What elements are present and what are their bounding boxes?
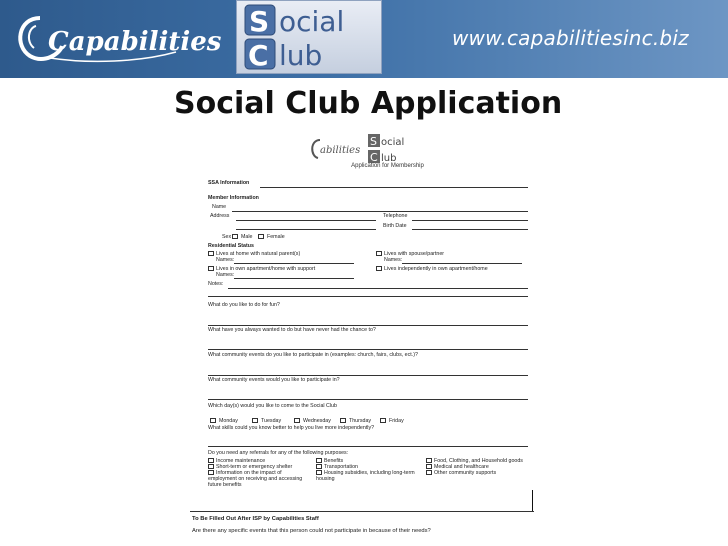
day-monday-label: Monday — [219, 418, 238, 424]
q8-label: Are there any specific events that this person could not participate in because of their needs? — [192, 528, 431, 534]
res-opt4-checkbox[interactable] — [376, 266, 382, 271]
sex-label: Sex — [222, 234, 232, 240]
q1-label: What do you like to do for fun? — [208, 302, 280, 308]
day-tuesday-label: Tuesday — [261, 418, 282, 424]
ref7-checkbox[interactable] — [426, 458, 432, 463]
club-word: lub — [279, 39, 323, 72]
q3-line[interactable] — [208, 375, 528, 376]
names-label-1: Names: — [216, 257, 235, 263]
male-checkbox[interactable] — [232, 234, 238, 239]
svg-text:ocial: ocial — [381, 137, 405, 148]
birth-date-label: Birth Date — [383, 223, 407, 229]
social-club-logo — [236, 0, 382, 74]
svg-text:S: S — [370, 135, 377, 148]
website-url[interactable]: www.capabilitiesinc.biz — [452, 26, 689, 50]
ref1-checkbox[interactable] — [208, 458, 214, 463]
female-label: Female — [267, 234, 285, 240]
day-tuesday-checkbox[interactable] — [252, 418, 258, 423]
q1-line[interactable] — [208, 325, 528, 326]
member-info-label: Member Information — [208, 195, 259, 201]
names-line-1[interactable] — [234, 263, 354, 264]
notes-line[interactable] — [228, 288, 528, 289]
ref6-checkbox[interactable] — [316, 470, 322, 475]
ref3-label-cont: employment on receiving and accessing — [208, 476, 303, 482]
ref3-checkbox[interactable] — [208, 470, 214, 475]
name-label: Name — [212, 204, 227, 210]
res-opt1-label: Lives at home with natural parent(s) — [216, 251, 301, 257]
ref5-checkbox[interactable] — [316, 464, 322, 469]
q7-label: Do you need any referrals for any of the following purposes: — [208, 450, 349, 456]
res-opt2-label: Lives with spouse/partner — [384, 251, 445, 257]
social-word: ocial — [279, 5, 345, 38]
day-thursday-checkbox[interactable] — [340, 418, 346, 423]
residential-status-label: Residential Status — [208, 243, 254, 249]
q2-label: What have you always wanted to do but have never had the chance to? — [208, 327, 376, 333]
names-line-2[interactable] — [402, 263, 522, 264]
day-monday-checkbox[interactable] — [210, 418, 216, 423]
day-wednesday-label: Wednesday — [303, 418, 331, 424]
staff-heading: To Be Filled Out After ISP by Capabilities Staff — [192, 516, 319, 522]
ref8-checkbox[interactable] — [426, 464, 432, 469]
ref9-label: Other community supports — [434, 470, 497, 476]
day-friday-label: Friday — [389, 418, 404, 424]
res-opt4-label: Lives independently in own apartment/home — [384, 266, 488, 272]
notes-label: Notes: — [208, 281, 224, 287]
q2-line[interactable] — [208, 349, 528, 350]
ref4-checkbox[interactable] — [316, 458, 322, 463]
res-opt3-label: Lives in own apartment/home with support — [216, 266, 316, 272]
notes-line-2[interactable] — [208, 296, 528, 297]
res-opt2-checkbox[interactable] — [376, 251, 382, 256]
ref8-label: Medical and healthcare — [434, 464, 489, 470]
name-line[interactable] — [232, 211, 528, 212]
q3-label: What community events do you like to participate in (examples: church, fairs, clubs, ect.)? — [208, 352, 418, 358]
form-capabilities-logo — [308, 136, 368, 162]
ref6-label-cont: housing — [316, 476, 335, 482]
address-label: Address — [210, 213, 230, 219]
ref2-label: Short-term or emergency shelter — [216, 464, 293, 470]
ref6-label: Housing subsidies, including long-term — [324, 470, 415, 476]
svg-text:abilities: abilities — [320, 145, 361, 156]
telephone-line[interactable] — [412, 220, 528, 221]
q6-line[interactable] — [208, 446, 528, 447]
application-form-image — [192, 130, 540, 542]
day-thursday-label: Thursday — [349, 418, 372, 424]
address-line-2[interactable] — [236, 229, 376, 230]
names-line-3[interactable] — [234, 278, 354, 279]
res-opt3-checkbox[interactable] — [208, 266, 214, 271]
svg-text:C: C — [370, 151, 378, 164]
address-line[interactable] — [236, 220, 376, 221]
form-border-right — [532, 490, 533, 512]
form-subtitle: Application for Membership — [351, 163, 424, 169]
names-label-2: Names: — [384, 257, 403, 263]
ref9-checkbox[interactable] — [426, 470, 432, 475]
header-banner — [0, 0, 728, 78]
ref2-checkbox[interactable] — [208, 464, 214, 469]
q6-label: What skills could you know better to help you live more independently? — [208, 425, 375, 431]
form-header — [200, 130, 540, 176]
ref3-label-cont2: future benefits — [208, 482, 242, 488]
ref1-label: Income maintenance — [216, 458, 266, 464]
names-label-3: Names: — [216, 272, 235, 278]
birth-date-line[interactable] — [412, 229, 528, 230]
day-wednesday-checkbox[interactable] — [294, 418, 300, 423]
ref4-label: Benefits — [324, 458, 344, 464]
form-social-club-logo — [366, 132, 414, 166]
female-checkbox[interactable] — [258, 234, 264, 239]
day-friday-checkbox[interactable] — [380, 418, 386, 423]
q5-label: Which day(s) would you like to come to the Social Club — [208, 403, 337, 409]
svg-text:lub: lub — [381, 153, 397, 164]
res-opt1-checkbox[interactable] — [208, 251, 214, 256]
q4-line[interactable] — [208, 399, 528, 400]
ref5-label: Transportation — [324, 464, 358, 470]
ref3-label: Information on the impact of — [216, 470, 282, 476]
svg-text:C: C — [248, 39, 269, 72]
capabilities-logo — [10, 6, 222, 72]
ssa-line[interactable] — [260, 187, 528, 188]
page-title: Social Club Application — [174, 86, 563, 121]
telephone-label: Telephone — [383, 213, 408, 219]
staff-divider — [190, 511, 534, 512]
svg-text:S: S — [249, 5, 270, 38]
q4-label: What community events would you like to participate in? — [208, 377, 340, 383]
ssa-label: SSA Information — [208, 180, 250, 186]
ref7-label: Food, Clothing, and Household goods — [434, 458, 523, 464]
capabilities-logo-text: Capabilities — [48, 27, 222, 57]
male-label: Male — [241, 234, 253, 240]
